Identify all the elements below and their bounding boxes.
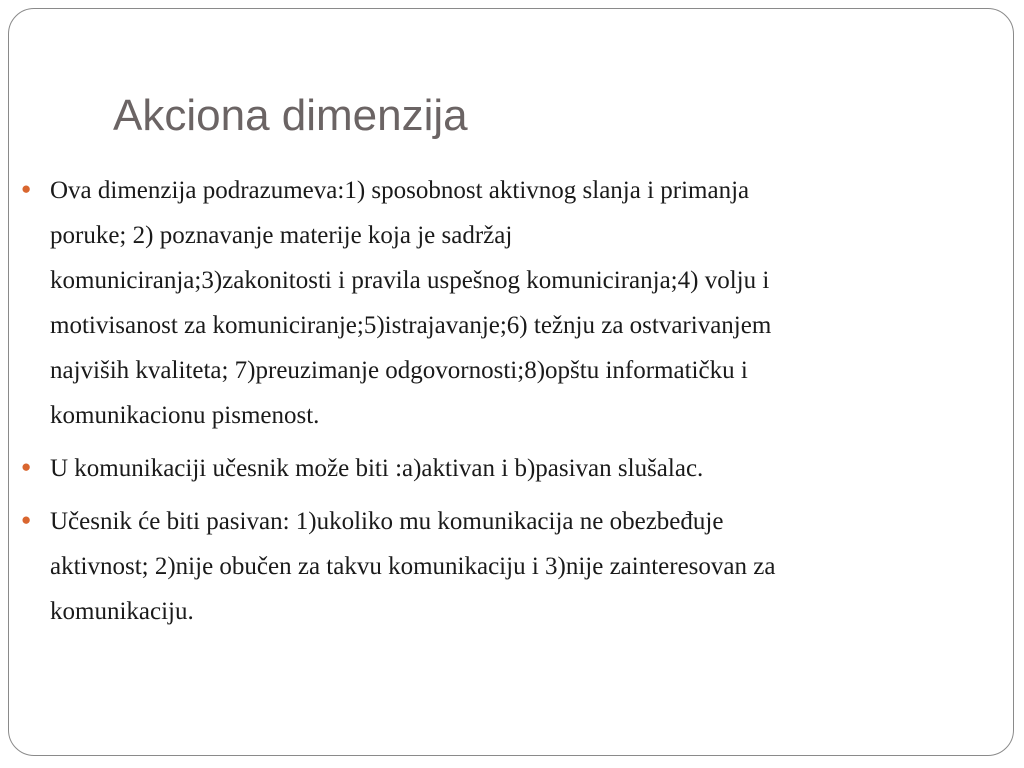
bullet-text-line: komuniciranja;3)zakonitosti i pravila uspešnog komuniciranja;4) volju i <box>50 267 770 294</box>
bullet-text-line: aktivnost; 2)nije obučen za takvu komunikaciju i 3)nije zainteresovan za <box>50 553 776 580</box>
bullet-text-line: poruke; 2) poznavanje materije koja je sadržaj <box>50 222 513 249</box>
bullet-text-line: komunikacionu pismenost. <box>50 402 320 429</box>
bullet-item <box>21 446 1008 491</box>
bullet-text-line: motivisanost za komuniciranje;5)istrajavanje;6) težnju za ostvarivanjem <box>50 312 772 339</box>
bullet-text-line: U komunikaciji učesnik može biti :a)aktivan i b)pasivan slušalac. <box>50 455 704 482</box>
bullet-text-line: najviših kvaliteta; 7)preuzimanje odgovornosti;8)opštu informatičku i <box>50 357 748 384</box>
bullet-text-line: komunikaciju. <box>50 598 194 625</box>
bullet-list <box>21 168 1008 642</box>
bullet-item <box>21 499 1008 634</box>
bullet-item <box>21 168 1008 438</box>
bullet-dot-icon: ● <box>21 457 32 476</box>
slide-title: Akciona dimenzija <box>113 91 468 140</box>
bullet-dot-icon: ● <box>21 179 32 198</box>
bullet-dot-icon: ● <box>21 510 32 529</box>
bullet-text-line: Ova dimenzija podrazumeva:1) sposobnost aktivnog slanja i primanja <box>50 177 750 204</box>
bullet-text-line: Učesnik će biti pasivan: 1)ukoliko mu komunikacija ne obezbeđuje <box>50 508 724 535</box>
